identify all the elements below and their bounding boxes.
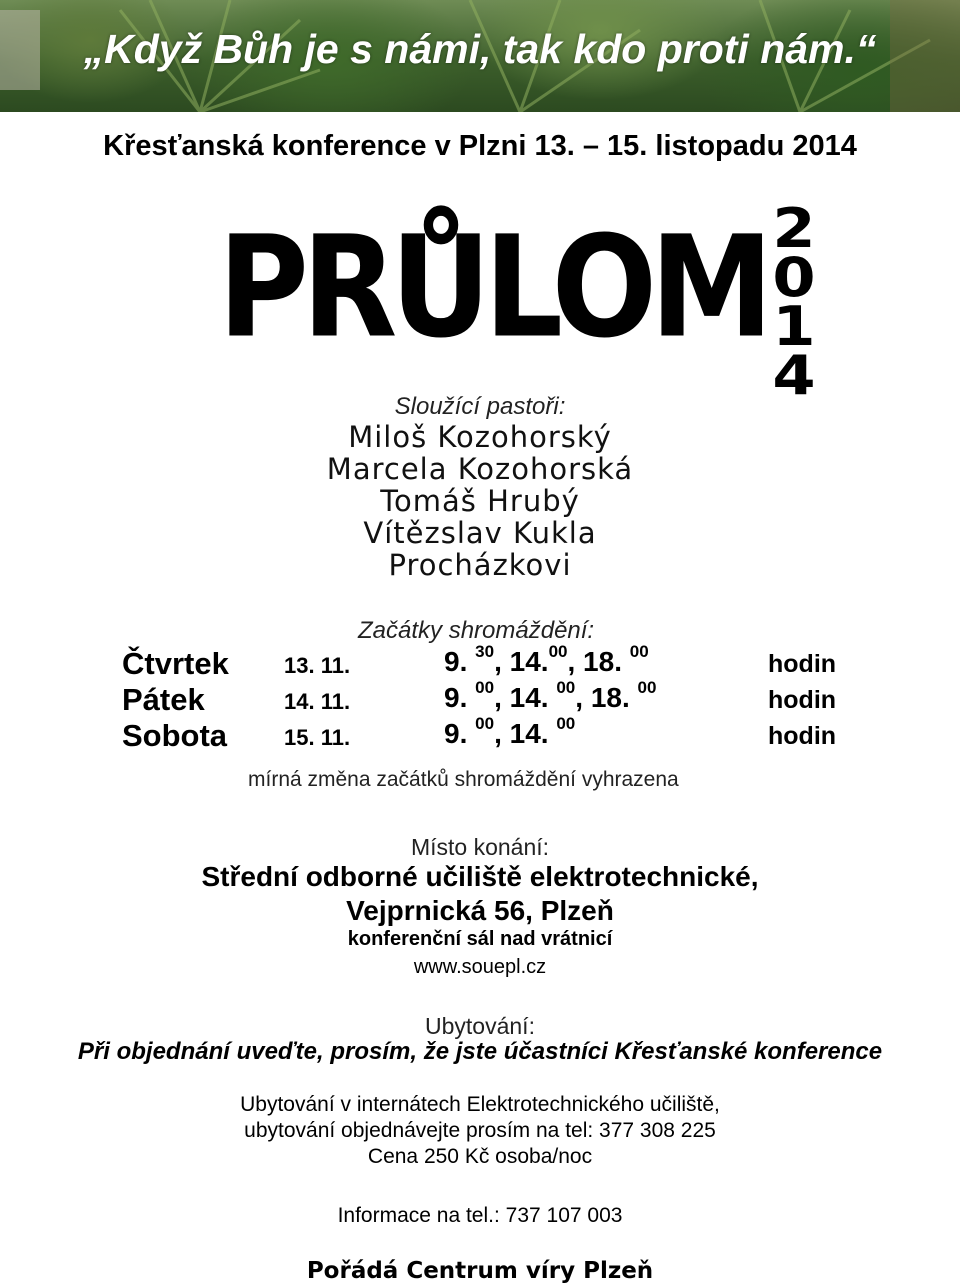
venue-heading: Místo konání: [410, 834, 550, 860]
year-digit: 4 [772, 344, 816, 407]
schedule-unit: hodin [768, 722, 837, 750]
info-phone: Informace na tel.: 737 107 003 [337, 1204, 623, 1227]
schedule-times: 9. $^{00}$, 14. $^{00}$ [444, 714, 576, 749]
accommodation-heading: Ubytování: [425, 1013, 535, 1039]
venue-name: Střední odborné učiliště elektrotechnické, [201, 861, 759, 892]
pastor-name: Vítězslav Kukla [363, 516, 597, 550]
motto: „Když Bůh je s námi, tak kdo proti nám.“ [83, 26, 877, 72]
schedule-unit: hodin [768, 650, 837, 678]
schedule-day: Čtvrtek [122, 646, 229, 681]
accommodation-line: Ubytování v internátech Elektrotechnického učiliště, [240, 1093, 720, 1116]
pastor-name: Procházkovi [388, 548, 572, 582]
schedule-unit: hodin [768, 686, 837, 714]
header-banner [0, 0, 960, 112]
organizer: Pořádá Centrum víry Plzeň [306, 1258, 654, 1284]
pastor-name: Tomáš Hrubý [380, 484, 580, 518]
venue-room: konferenční sál nad vrátnicí [347, 928, 613, 950]
accommodation-note: Při objednání uveďte, prosím, že jste účastníci Křesťanské konference [77, 1038, 883, 1065]
pastor-name: Miloš Kozohorský [348, 420, 612, 454]
event-title: PRŮLOM [218, 206, 767, 370]
schedule-day: Pátek [122, 682, 205, 717]
pastor-name: Marcela Kozohorská [326, 452, 634, 486]
schedule-day: Sobota [122, 718, 228, 753]
pastors-heading: Sloužící pastoři: [394, 393, 566, 420]
event-year [766, 197, 822, 407]
venue-website: www.souepl.cz [413, 956, 547, 978]
schedule-times: 9. $^{00}$, 14. $^{00}$, 18. $^{00}$ [444, 678, 657, 713]
schedule-date: 15. 11. [284, 725, 351, 750]
year-digit: 2 [772, 197, 816, 260]
accommodation-line: Cena 250 Kč osoba/noc [367, 1145, 593, 1168]
schedule-times: 9. $^{30}$, 14.00, 18. $^{00}$ [444, 642, 649, 677]
schedule-note: mírná změna začátků shromáždění vyhrazena [248, 768, 679, 791]
schedule-date: 13. 11. [284, 653, 351, 678]
year-digit: 0 [772, 246, 816, 309]
conference-line: Křesťanská konference v Plzni 13. – 15. listopadu 2014 [103, 130, 857, 162]
year-digit: 1 [772, 295, 816, 358]
venue-address: Vejprnická 56, Plzeň [346, 895, 614, 926]
accommodation-line: ubytování objednávejte prosím na tel: 377 308 225 [244, 1119, 716, 1142]
schedule-heading: Začátky shromáždění: [358, 617, 595, 644]
schedule-row [0, 714, 960, 755]
schedule-date: 14. 11. [284, 689, 351, 714]
